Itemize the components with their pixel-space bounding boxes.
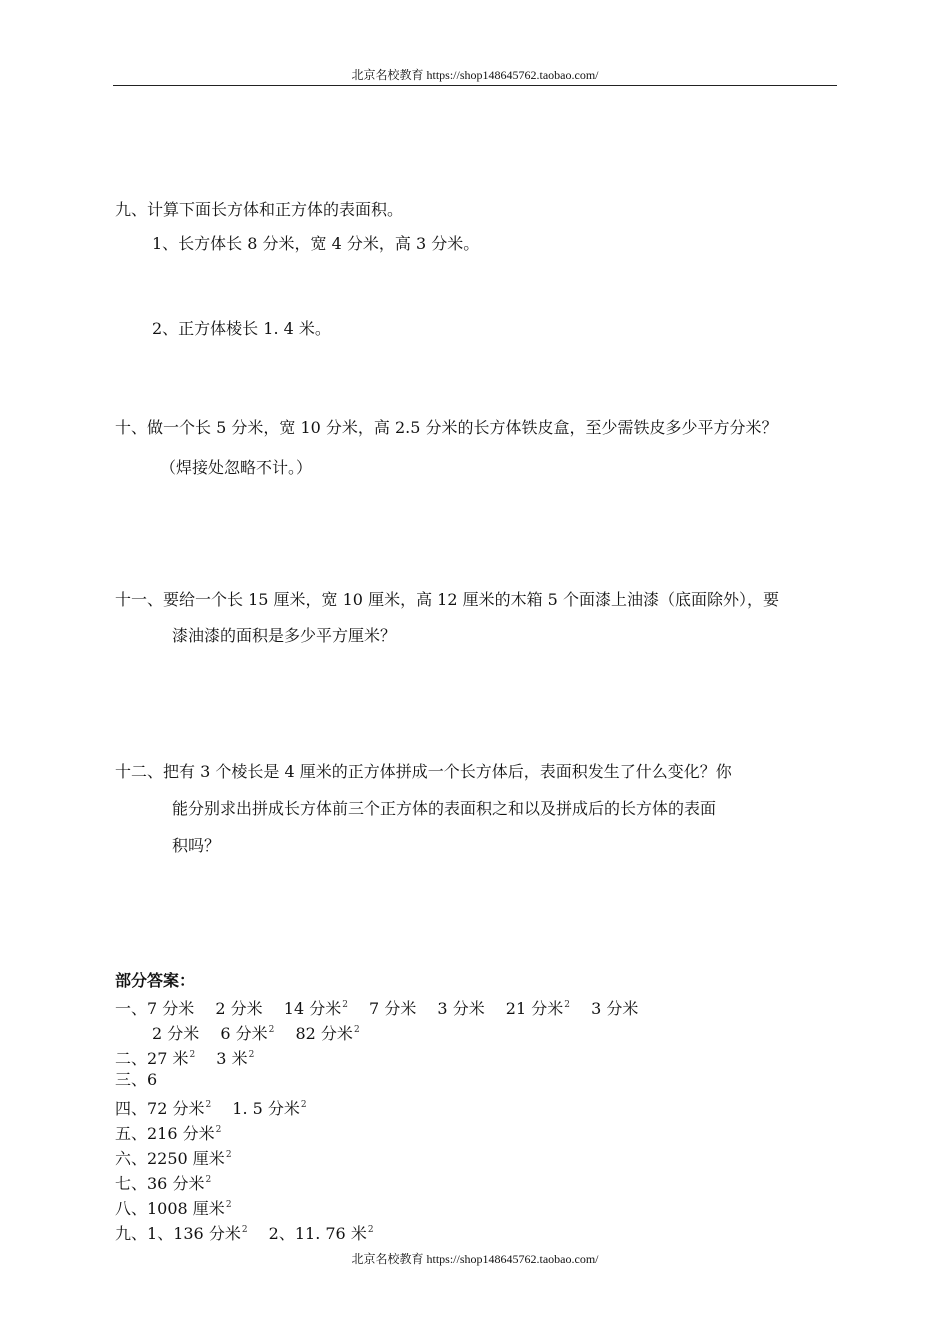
q11-line-1: 十一、要给一个长 15 厘米，宽 10 厘米，高 12 厘米的木箱 5 个面漆上油漆（底面除外），要: [115, 590, 779, 609]
q9-title: 九、计算下面长方体和正方体的表面积。: [115, 200, 404, 219]
answer-2: [115, 1045, 254, 1069]
answer-value: 六、2250 厘米: [115, 1149, 225, 1168]
answer-8: [115, 1195, 232, 1219]
superscript: 2: [205, 1100, 212, 1110]
answer-1-row-1: [115, 995, 638, 1019]
header-rule: [113, 85, 837, 86]
page-header: 北京名校教育 https://shop148645762.taobao.com/: [351, 68, 599, 82]
superscript: 2: [248, 1050, 255, 1060]
q10-line-2: （焊接处忽略不计。）: [160, 458, 313, 477]
answer-value: 7 分米: [147, 999, 195, 1018]
q11-line-2: 漆油漆的面积是多少平方厘米？: [172, 626, 397, 645]
answer-value: 八、1008 厘米: [115, 1199, 225, 1218]
superscript: 2: [215, 1125, 222, 1135]
answer-value: 3 分米: [437, 999, 485, 1018]
page-footer: 北京名校教育 https://shop148645762.taobao.com/: [351, 1252, 599, 1266]
answer-value: 五、216 分米: [115, 1124, 215, 1143]
answer-7: [115, 1170, 211, 1194]
answer-value: 21 分米: [505, 999, 564, 1018]
answer-6: [115, 1145, 232, 1169]
answer-value: 1. 5 分米: [232, 1099, 300, 1118]
answer-value: 27 米: [147, 1049, 189, 1068]
answer-value: 3 分米: [591, 999, 639, 1018]
answer-prefix: 九、: [115, 1224, 148, 1243]
answer-5: [115, 1120, 221, 1144]
superscript: 2: [225, 1200, 232, 1210]
answer-value: 7 分米: [369, 999, 417, 1018]
superscript: 2: [241, 1225, 248, 1235]
q10-line-1: 十、做一个长 5 分米，宽 10 分米，高 2.5 分米的长方体铁皮盒，至少需铁皮多少平方分米？: [115, 418, 778, 437]
answer-value: 2 分米: [215, 999, 263, 1018]
superscript: 2: [367, 1225, 374, 1235]
q9-item-2: 2、正方体棱长 1. 4 米。: [152, 319, 331, 338]
answer-3: 三、6: [115, 1070, 158, 1089]
answers-heading: 部分答案：: [115, 971, 196, 990]
q12-line-3: 积吗？: [172, 836, 221, 855]
answer-prefix: 四、: [115, 1099, 148, 1118]
superscript: 2: [268, 1025, 275, 1035]
superscript: 2: [564, 1000, 570, 1010]
answer-value: 3 米: [216, 1049, 248, 1068]
answer-value: 82 分米: [295, 1024, 353, 1043]
answer-prefix: 一、: [115, 999, 148, 1018]
answer-value: 72 分米: [147, 1099, 205, 1118]
answer-prefix: 二、: [115, 1049, 148, 1068]
answer-value: 七、36 分米: [115, 1174, 205, 1193]
superscript: 2: [300, 1100, 307, 1110]
q12-line-2: 能分别求出拼成长方体前三个正方体的表面积之和以及拼成后的长方体的表面: [172, 799, 717, 818]
answer-value: 6 分米: [220, 1024, 268, 1043]
answer-1-row-2: [152, 1020, 360, 1044]
answer-value: 2 分米: [152, 1024, 200, 1043]
q12-line-1: 十二、把有 3 个棱长是 4 厘米的正方体拼成一个长方体后，表面积发生了什么变化？你: [115, 762, 732, 781]
superscript: 2: [189, 1050, 196, 1060]
q9-item-1: 1、长方体长 8 分米，宽 4 分米，高 3 分米。: [152, 234, 480, 253]
answer-value: 14 分米: [283, 999, 342, 1018]
answer-value: 1、136 分米: [147, 1224, 241, 1243]
superscript: 2: [205, 1175, 212, 1185]
superscript: 2: [342, 1000, 348, 1010]
superscript: 2: [353, 1025, 360, 1035]
answer-value: 2、11. 76 米: [268, 1224, 367, 1243]
answer-4: [115, 1095, 307, 1119]
answer-9: [115, 1220, 374, 1244]
superscript: 2: [225, 1150, 232, 1160]
